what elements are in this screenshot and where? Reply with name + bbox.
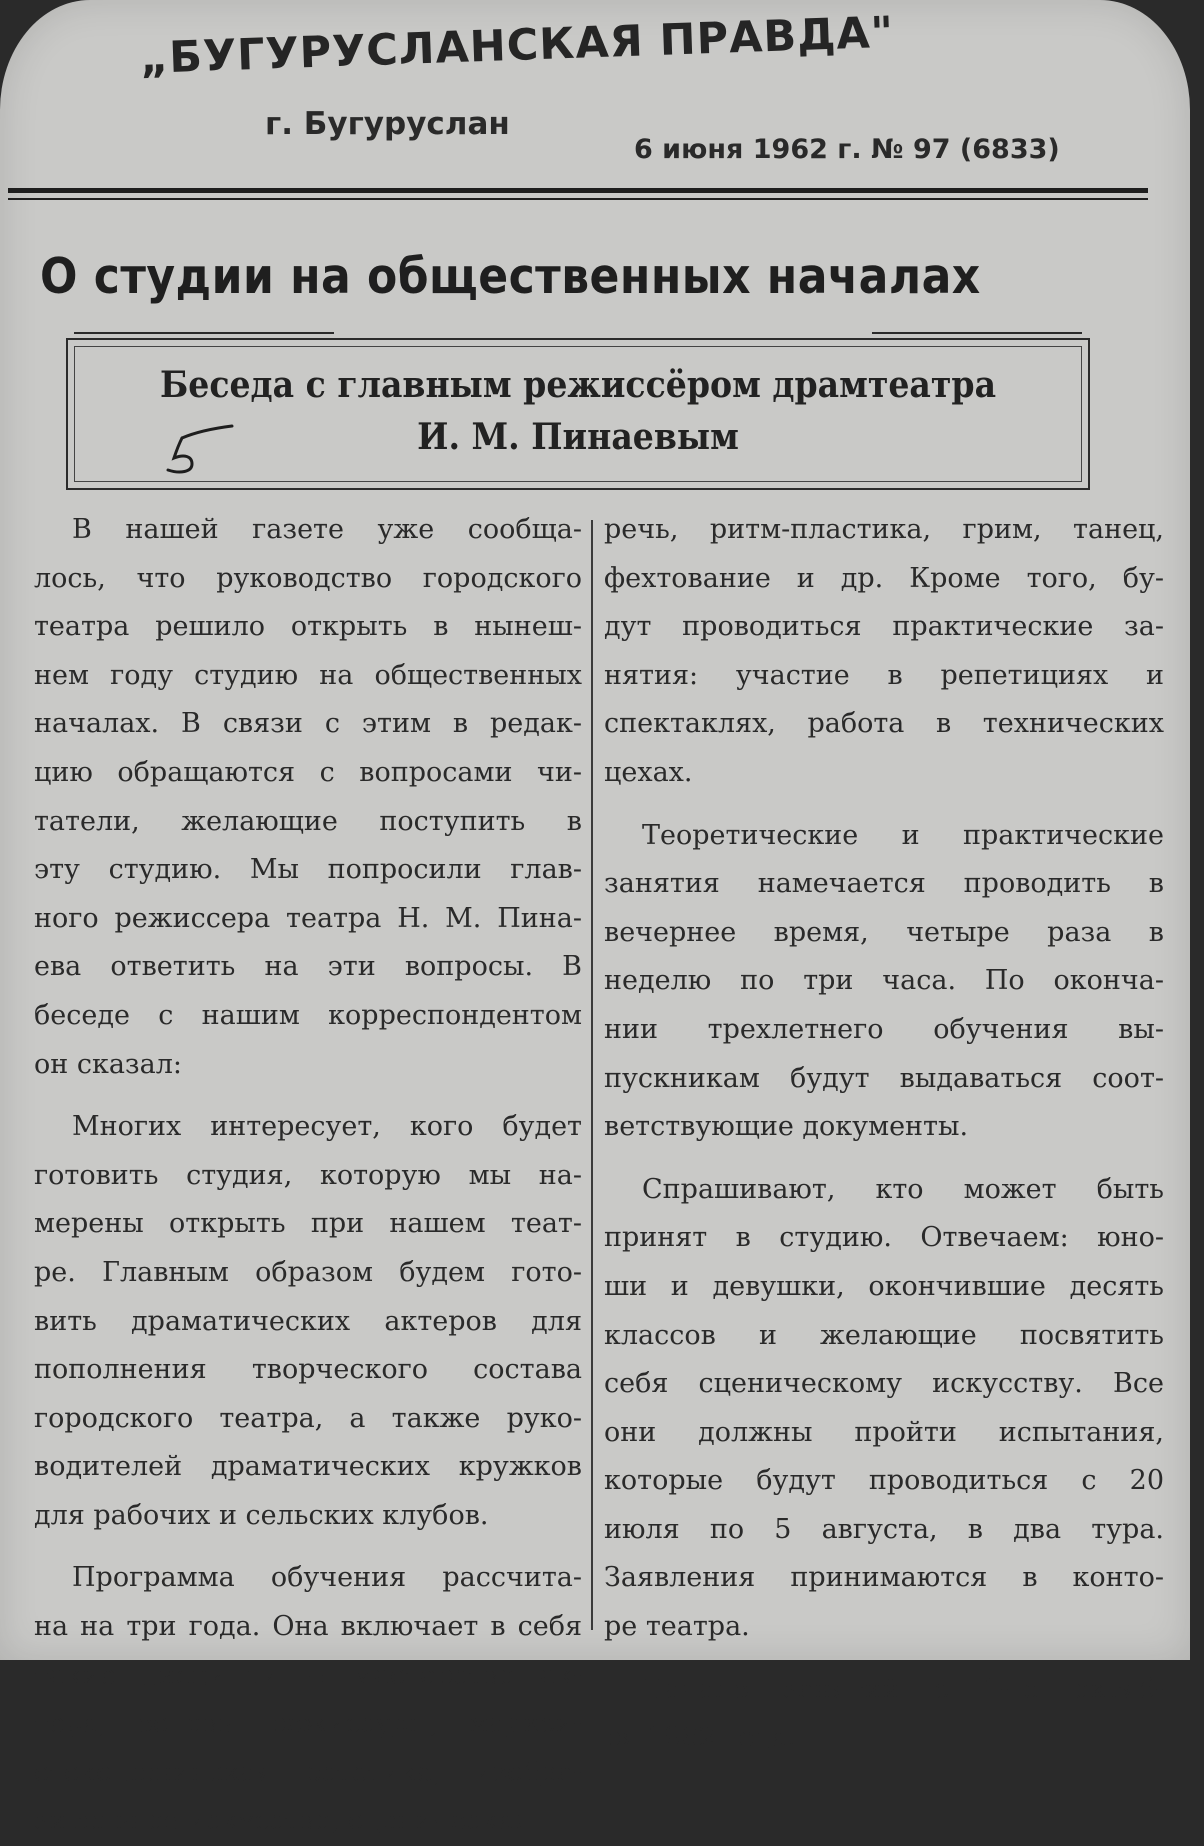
- article-paragraph: [604, 1166, 1164, 1652]
- text-line: ре. Главным образом будем гото-: [34, 1256, 582, 1288]
- text-line: водителей драматических кружков: [34, 1451, 582, 1483]
- text-line: ного режиссера театра Н. М. Пина-: [34, 902, 582, 934]
- text-line: на на три года. Она включает в себя: [34, 1611, 582, 1643]
- newspaper-title: „БУГУРУСЛАНСКАЯ ПРАВДА": [139, 7, 895, 84]
- text-line: себя сценическому искусству. Все: [604, 1368, 1164, 1400]
- paragraph-gap: [604, 798, 1164, 812]
- paragraph-gap: [604, 1652, 1164, 1666]
- article-column-left: [34, 506, 582, 1846]
- text-line: июля по 5 августа, в два тура.: [604, 1513, 1164, 1545]
- text-line: Начало занятий с 1-го октяб-: [642, 1673, 1164, 1705]
- text-line: вечернее время, четыре раза в: [604, 916, 1164, 948]
- article-headline: О студии на общественных началах: [40, 248, 981, 305]
- text-line: лось, что руководство городского: [34, 562, 582, 594]
- text-line: нем году студию на общественных: [34, 659, 582, 691]
- text-line: В нашей газете уже сообща-: [72, 514, 582, 545]
- text-line: он сказал:: [34, 1048, 182, 1080]
- text-line: татели, желающие поступить в: [34, 805, 582, 837]
- text-line: цию обращаются с вопросами чи-: [34, 756, 582, 788]
- text-line: Спрашивают, кто может быть: [642, 1173, 1164, 1205]
- text-line: которые будут проводиться с 20: [604, 1465, 1164, 1497]
- article-column-right: [604, 506, 1164, 1763]
- article-paragraph: [34, 1103, 582, 1540]
- article-paragraph: [604, 812, 1164, 1152]
- newspaper-city: г. Бугуруслан: [265, 106, 510, 142]
- text-line: Заявления принимаются в конто-: [604, 1562, 1164, 1594]
- paragraph-gap: [34, 1089, 582, 1103]
- header-rule: [8, 188, 1148, 193]
- text-line: речь, ритм-пластика, грим, танец,: [604, 514, 1164, 545]
- handwritten-number-mark: [160, 418, 240, 480]
- text-line: ева ответить на эти вопросы. В: [34, 951, 582, 983]
- text-line: стско-ленинская эстетика, изобра-: [34, 1756, 582, 1788]
- text-line: беседе с нашим корреспондентом: [34, 999, 582, 1031]
- text-line: ря 1962 года.: [604, 1722, 796, 1754]
- text-line: классов и желающие посвятить: [604, 1319, 1164, 1351]
- article-paragraph: [604, 1666, 1164, 1763]
- text-line: началах. В связи с этим в редак-: [34, 708, 582, 740]
- text-line: занятия намечается проводить в: [604, 868, 1164, 900]
- text-line: тера, основы режиссуры, маркси-: [34, 1708, 582, 1740]
- text-line: спектаклях, работа в технических: [604, 708, 1164, 740]
- text-line: городского театра, а также руко-: [34, 1402, 582, 1434]
- text-line: ши и девушки, окончившие десять: [604, 1270, 1164, 1302]
- text-line: принят в студию. Отвечаем: юно-: [604, 1222, 1164, 1254]
- issue-date-number: 6 июня 1962 г. № 97 (6833): [634, 134, 1060, 165]
- paragraph-gap: [34, 1540, 582, 1554]
- text-line: дут проводиться практические за-: [604, 611, 1164, 643]
- box-ornament-left: [74, 332, 334, 334]
- box-ornament-right: [872, 332, 1082, 334]
- subheadline-line-1: Беседа с главным режиссёром драмтеатра: [159, 364, 997, 406]
- article-paragraph: [34, 506, 582, 1089]
- text-line: нятия: участие в репетициях и: [604, 659, 1164, 691]
- text-line: фехтование и др. Кроме того, бу-: [604, 562, 1164, 594]
- text-line: неделю по три часа. По оконча-: [604, 965, 1164, 997]
- text-line: ре театра.: [604, 1611, 750, 1643]
- text-line: для рабочих и сельских клубов.: [34, 1499, 489, 1531]
- text-line: такие дисциплины: мастерство ак-: [34, 1659, 582, 1691]
- header-rule-thin: [8, 198, 1148, 200]
- text-line: цехах.: [604, 756, 693, 788]
- text-line: Программа обучения рассчита-: [72, 1562, 582, 1594]
- text-line: пополнения творческого состава: [34, 1354, 582, 1386]
- text-line: ветствующие документы.: [604, 1111, 969, 1143]
- text-line: они должны пройти испытания,: [604, 1416, 1164, 1448]
- paragraph-gap: [604, 1152, 1164, 1166]
- text-line: нии трехлетнего обучения вы-: [604, 1013, 1164, 1045]
- subheadline-line-2: И. М. Пинаевым: [417, 416, 739, 458]
- text-line: эту студию. Мы попросили глав-: [34, 854, 582, 886]
- text-line: мерены открыть при нашем теат-: [34, 1208, 582, 1240]
- text-line: готовить студия, которую мы на-: [34, 1159, 582, 1191]
- text-line: зительное искусство, сценическая: [34, 1805, 532, 1837]
- column-divider: [591, 520, 593, 1630]
- text-line: Теоретические и практические: [642, 819, 1164, 851]
- text-line: вить драматических актеров для: [34, 1305, 582, 1337]
- article-paragraph: [604, 506, 1164, 798]
- text-line: Многих интересует, кого будет: [72, 1111, 582, 1143]
- text-line: пускникам будут выдаваться соот-: [604, 1062, 1164, 1094]
- text-line: театра решило открыть в нынеш-: [34, 611, 582, 643]
- article-paragraph: [34, 1554, 582, 1846]
